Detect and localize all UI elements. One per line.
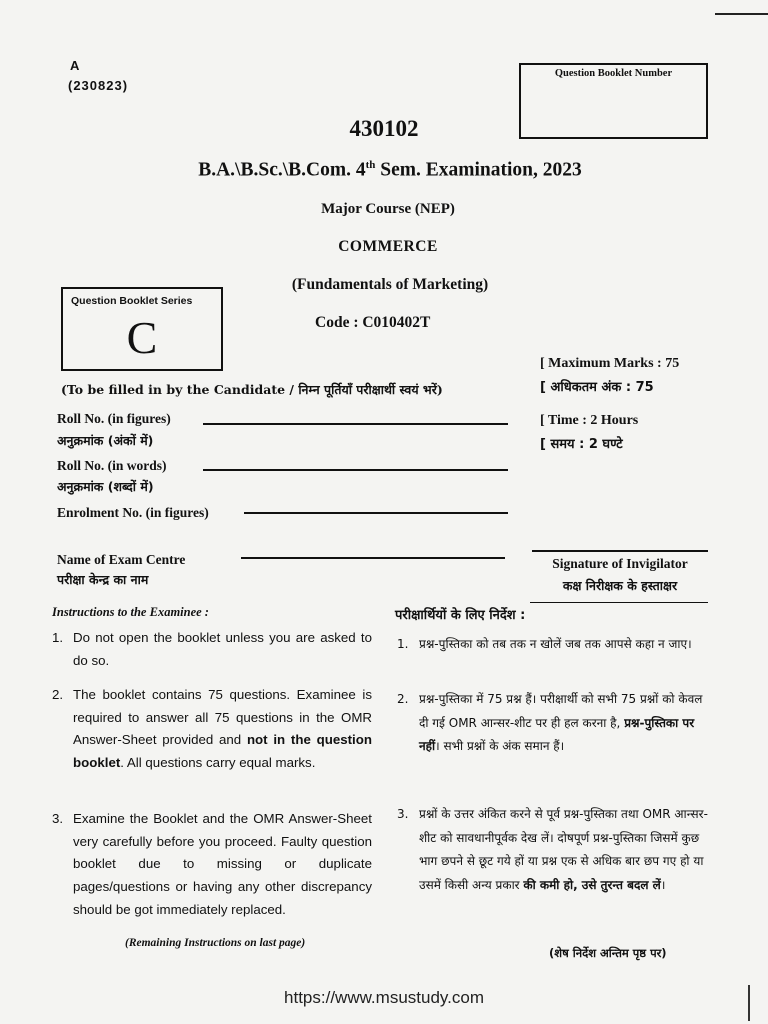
instruction-text xyxy=(73,684,372,775)
roll-figures-label-hi: अनुक्रमांक (अंकों में) xyxy=(57,433,154,448)
time-hi: [ समय : 2 घण्टे xyxy=(540,437,623,452)
instructions-heading-hi: परीक्षार्थियों के लिए निर्देश : xyxy=(395,608,526,623)
instruction-text-part: प्रश्न-पुस्तिका में 75 प्रश्न हैं। परीक्षार्थी को सभी 75 प्रश्नों को केवल दी गई OMR आन्सर-शीट पर ही हल करना है, xyxy=(419,692,703,730)
exam-centre-field[interactable] xyxy=(241,557,505,559)
instruction-hi-1 xyxy=(397,633,715,657)
exam-centre-label: Name of Exam Centre xyxy=(57,552,186,567)
max-marks-en: [ Maximum Marks : 75 xyxy=(540,356,680,371)
roll-figures-field[interactable] xyxy=(203,423,508,425)
time-en: [ Time : 2 Hours xyxy=(540,413,639,428)
instruction-text: Do not open the booklet unless you are asked to do so. xyxy=(73,630,372,668)
exam-title-prefix: B.A.\B.Sc.\B.Com. 4 xyxy=(198,159,366,181)
enrolment-label: Enrolment No. (in figures) xyxy=(57,505,209,520)
scan-edge-mark xyxy=(715,13,768,15)
instruction-text xyxy=(419,803,715,897)
paper-code-line: Code : C010402T xyxy=(315,314,431,331)
invigilator-divider xyxy=(530,602,708,603)
roll-words-label-hi: अनुक्रमांक (शब्दों में) xyxy=(57,479,154,494)
instruction-en-2 xyxy=(52,684,372,775)
instruction-text-bold: की कमी हो, उसे तुरन्त बदल लें xyxy=(523,877,661,892)
roll-words-label: Roll No. (in words) xyxy=(57,458,167,473)
instruction-text-bold: not in the question booklet xyxy=(73,732,372,771)
roll-figures-label: Roll No. (in figures) xyxy=(57,411,171,426)
instruction-en-1 xyxy=(52,627,372,672)
invigilator-label: Signature of Invigilator xyxy=(552,556,688,571)
exam-title-suffix: Sem. Examination, 2023 xyxy=(375,159,582,181)
series-letter: C xyxy=(126,312,158,363)
scan-edge-mark xyxy=(748,985,750,1021)
instruction-number: 2. xyxy=(397,692,409,706)
exam-title xyxy=(0,159,768,182)
booklet-number-label: Question Booklet Number xyxy=(554,68,673,79)
remaining-instructions-hi: (शेष निर्देश अन्तिम पृष्ठ पर) xyxy=(549,946,667,960)
instruction-text-bold: प्रश्न-पुस्तिका पर नहीं xyxy=(419,715,695,753)
instruction-hi-2 xyxy=(397,688,715,759)
instruction-number: 3. xyxy=(52,811,64,826)
instructions-heading-en: Instructions to the Examinee : xyxy=(52,605,209,619)
instruction-text xyxy=(419,688,715,759)
exam-title-sup: th xyxy=(365,159,376,171)
footer-url[interactable]: https://www.msustudy.com xyxy=(284,988,484,1007)
instruction-hi-3 xyxy=(397,803,715,897)
series-box-label: Question Booklet Series xyxy=(71,295,193,307)
paper-name: (Fundamentals of Marketing) xyxy=(291,276,489,293)
subject-name: COMMERCE xyxy=(338,238,438,255)
set-letter: A xyxy=(70,58,80,73)
instruction-number: 1. xyxy=(52,630,64,645)
exam-centre-label-hi: परीक्षा केन्द्र का नाम xyxy=(57,572,149,587)
fill-instruction: (To be filled in by the Candidate / निम्न पूर्तियाँ परीक्षार्थी स्वयं भरें) xyxy=(61,382,443,397)
max-marks-hi: [ अधिकतम अंक : 75 xyxy=(540,380,654,395)
remaining-instructions-en: (Remaining Instructions on last page) xyxy=(125,937,306,949)
instruction-text-part: । सभी प्रश्नों के अंक समान हैं। xyxy=(435,739,565,753)
invigilator-label-hi: कक्ष निरीक्षक के हस्ताक्षर xyxy=(562,578,678,593)
instruction-en-3 xyxy=(52,808,372,922)
instruction-text: प्रश्न-पुस्तिका को तब तक न खोलें जब तक आपसे कहा न जाए। xyxy=(419,637,692,651)
instruction-number: 2. xyxy=(52,687,64,702)
invigilator-signature-field[interactable] xyxy=(532,550,708,552)
roll-words-field[interactable] xyxy=(203,469,508,471)
course-name: Major Course (NEP) xyxy=(321,201,455,217)
instruction-text-part: The booklet contains 75 questions. Examinee is required to answer all 75 questions in the OMR Answer-Sheet provided and xyxy=(73,687,372,748)
instruction-text: Examine the Booklet and the OMR Answer-Sheet very carefully before you proceed. Faulty question booklet due to missing or duplicate pages/questions or having any other discrepancy should be got immediately replaced. xyxy=(73,811,372,917)
instruction-number: 1. xyxy=(397,637,409,651)
question-booklet-series-box xyxy=(61,287,223,371)
enrolment-field[interactable] xyxy=(244,512,508,514)
set-code: (230823) xyxy=(68,78,129,93)
instruction-text-part: । xyxy=(660,877,666,892)
instruction-text-part: . All questions carry equal marks. xyxy=(120,755,316,771)
instruction-text-part: प्रश्नों के उत्तर अंकित करने से पूर्व प्रश्न-पुस्तिका तथा OMR आन्सर-शीट को सावधानीपूर्वक देख लें। दोषपूर्ण प्रश्न-पुस्तिका जिसमें कुछ भाग छपने से छूट गये हों या प्रश्न एक से अधिक बार छप गए हो या उसमें किसी अन्य प्रकार xyxy=(419,807,708,892)
instruction-number: 3. xyxy=(397,807,409,821)
paper-code: 430102 xyxy=(349,116,419,141)
